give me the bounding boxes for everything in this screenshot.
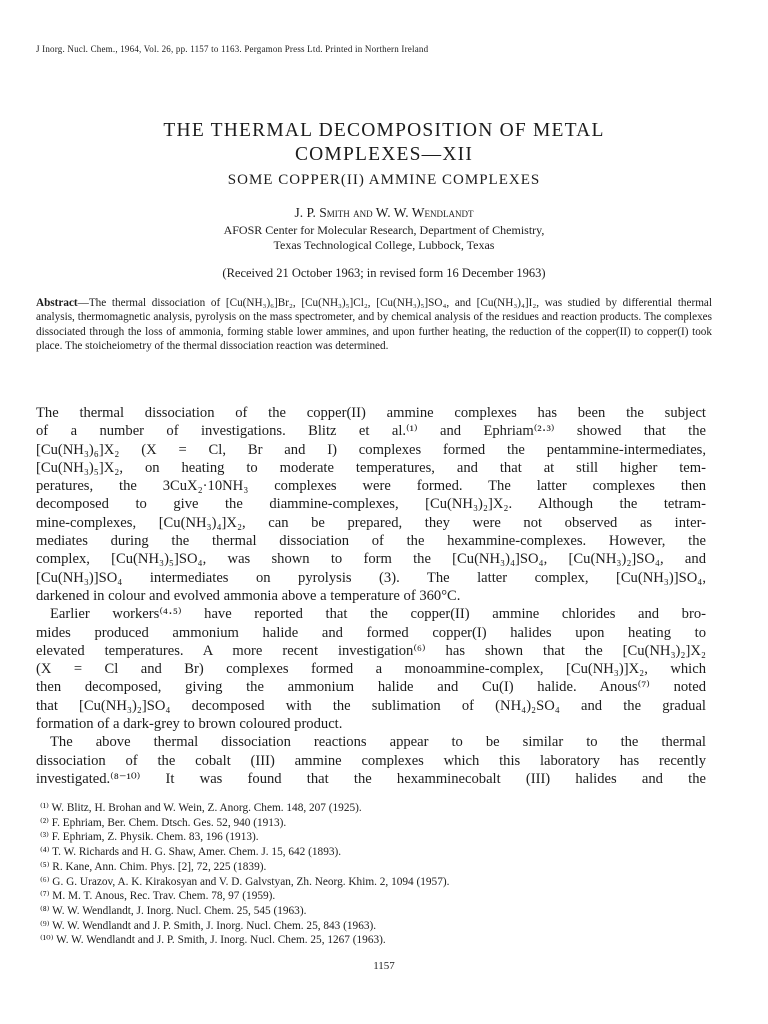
body-line: mine-complexes, [Cu(NH₃)₄]X₂, can be prepared, they were not observed as inter-: [36, 514, 706, 531]
body-line: The thermal dissociation of the copper(II) ammine complexes has been the subject: [36, 405, 706, 421]
reference-item: ⁽¹⁰⁾ W. W. Wendlandt and J. P. Smith, J. Inorg. Nucl. Chem. 25, 1267 (1963).: [40, 934, 386, 947]
body-line: formation of a dark-grey to brown coloured product.: [36, 716, 343, 733]
abstract: [36, 296, 712, 354]
reference-item: ⁽¹⁾ W. Blitz, H. Brohan and W. Wein, Z. Anorg. Chem. 148, 207 (1925).: [40, 802, 362, 814]
reference-item: ⁽²⁾ F. Ephriam, Ber. Chem. Dtsch. Ges. 52, 940 (1913).: [40, 816, 287, 829]
body-line: elevated temperatures. A more recent investigation⁽⁶⁾ has shown that the [Cu(NH₃)₂]X₂: [36, 642, 706, 659]
affiliation-line-2: Texas Technological College, Lubbock, Texas: [273, 238, 495, 252]
journal-header: J Inorg. Nucl. Chem., 1964, Vol. 26, pp. 1157 to 1163. Pergamon Press Ltd. Printed in Northern Ireland: [36, 44, 429, 54]
reference-item: ⁽³⁾ F. Ephriam, Z. Physik. Chem. 83, 196 (1913).: [40, 831, 259, 844]
authors: J. P. Smith and W. W. Wendlandt: [294, 205, 474, 220]
body-line: darkened in colour and evolved ammonia above a temperature of 360°C.: [36, 587, 461, 604]
body-line: [Cu(NH₃)₆]X₂ (X = Cl, Br and I) complexes formed the pentammine-intermediates,: [36, 441, 706, 458]
article-title-line-1: THE THERMAL DECOMPOSITION OF METAL: [163, 120, 605, 141]
body-line: mides produced ammonium halide and formed copper(I) halides upon heating to: [36, 624, 706, 641]
reference-item: ⁽⁵⁾ R. Kane, Ann. Chim. Phys. [2], 72, 225 (1839).: [40, 860, 267, 873]
article-title-line-2: COMPLEXES—XII: [294, 144, 474, 165]
received-date: (Received 21 October 1963; in revised form 16 December 1963): [222, 266, 546, 280]
body-line: mediates during the thermal dissociation of the hexammine-complexes. However, the: [36, 533, 706, 550]
body-line: peratures, the 3CuX₂·10NH₃ complexes were formed. The latter complexes then: [36, 478, 706, 495]
body-line: [Cu(NH₃)₅]X₂, on heating to moderate temperatures, and that at still higher tem-: [36, 459, 706, 476]
body-line: that [Cu(NH₃)₂]SO₄ decomposed with the sublimation of (NH₄)₂SO₄ and the gradual: [36, 697, 706, 714]
reference-item: ⁽⁶⁾ G. G. Urazov, A. K. Kirakosyan and V. D. Galvstyan, Zh. Neorg. Khim. 2, 1094 (1957).: [40, 875, 450, 888]
body-line: then decomposed, giving the ammonium halide and Cu(I) halide. Anous⁽⁷⁾ noted: [36, 679, 706, 696]
body-text: [36, 404, 706, 788]
body-line: dissociation of the cobalt (III) ammine complexes which this laboratory has recently: [36, 752, 706, 769]
affiliation-line-1: AFOSR Center for Molecular Research, Department of Chemistry,: [223, 223, 545, 237]
reference-item: ⁽⁹⁾ W. W. Wendlandt and J. P. Smith, J. Inorg. Nucl. Chem. 25, 843 (1963).: [40, 919, 377, 932]
reference-item: ⁽⁸⁾ W. W. Wendlandt, J. Inorg. Nucl. Chem. 25, 545 (1963).: [40, 904, 307, 917]
abstract-text: —The thermal dissociation of [Cu(NH₃)₆]Br₂, [Cu(NH₃)₅]Cl₂, [Cu(NH₃)₅]SO₄, and [Cu(NH₃)₄]I₂, was studied by differential thermal analysis, thermomagnetic analysis, pyrolysis on the mass spectrometer, and by chemical analysis of the residues and reaction products. The complexes dissociated through the loss of ammonia, forming stable lower ammines, and upon further heating, the reduction of the copper(II) to copper(I) took place. The stoicheiometry of the thermal dissociation reaction was determined.: [36, 297, 712, 353]
reference-item: ⁽⁴⁾ T. W. Richards and H. G. Shaw, Amer. Chem. J. 15, 642 (1893).: [40, 846, 342, 859]
body-line: (X = Cl and Br) complexes formed a monoammine-complex, [Cu(NH₃)]X₂, which: [36, 661, 706, 678]
abstract-label: Abstract: [36, 297, 78, 309]
body-line: [Cu(NH₃)]SO₄ intermediates on pyrolysis (3). The latter complex, [Cu(NH₃)]SO₄,: [36, 569, 706, 586]
body-line: The above thermal dissociation reactions appear to be similar to the thermal: [50, 734, 706, 751]
references: [40, 801, 716, 948]
page-number: 1157: [373, 960, 395, 972]
reference-item: ⁽⁷⁾ M. M. T. Anous, Rec. Trav. Chem. 78, 97 (1959).: [40, 890, 276, 903]
body-line: complex, [Cu(NH₃)₅]SO₄, was shown to form the [Cu(NH₃)₄]SO₄, [Cu(NH₃)₂]SO₄, and: [36, 551, 706, 568]
body-line: decomposed to give the diammine-complexes, [Cu(NH₃)₂]X₂. Although the tetram-: [36, 496, 706, 513]
body-line: investigated.⁽⁸⁻¹⁰⁾ It was found that the hexamminecobalt (III) halides and the: [36, 770, 706, 787]
article-subtitle: SOME COPPER(II) AMMINE COMPLEXES: [227, 172, 541, 188]
body-line: Earlier workers⁽⁴·⁵⁾ have reported that the copper(II) ammine chlorides and bro-: [50, 606, 706, 623]
body-line: of a number of investigations. Blitz et al.⁽¹⁾ and Ephriam⁽²·³⁾ showed that the: [36, 423, 706, 440]
